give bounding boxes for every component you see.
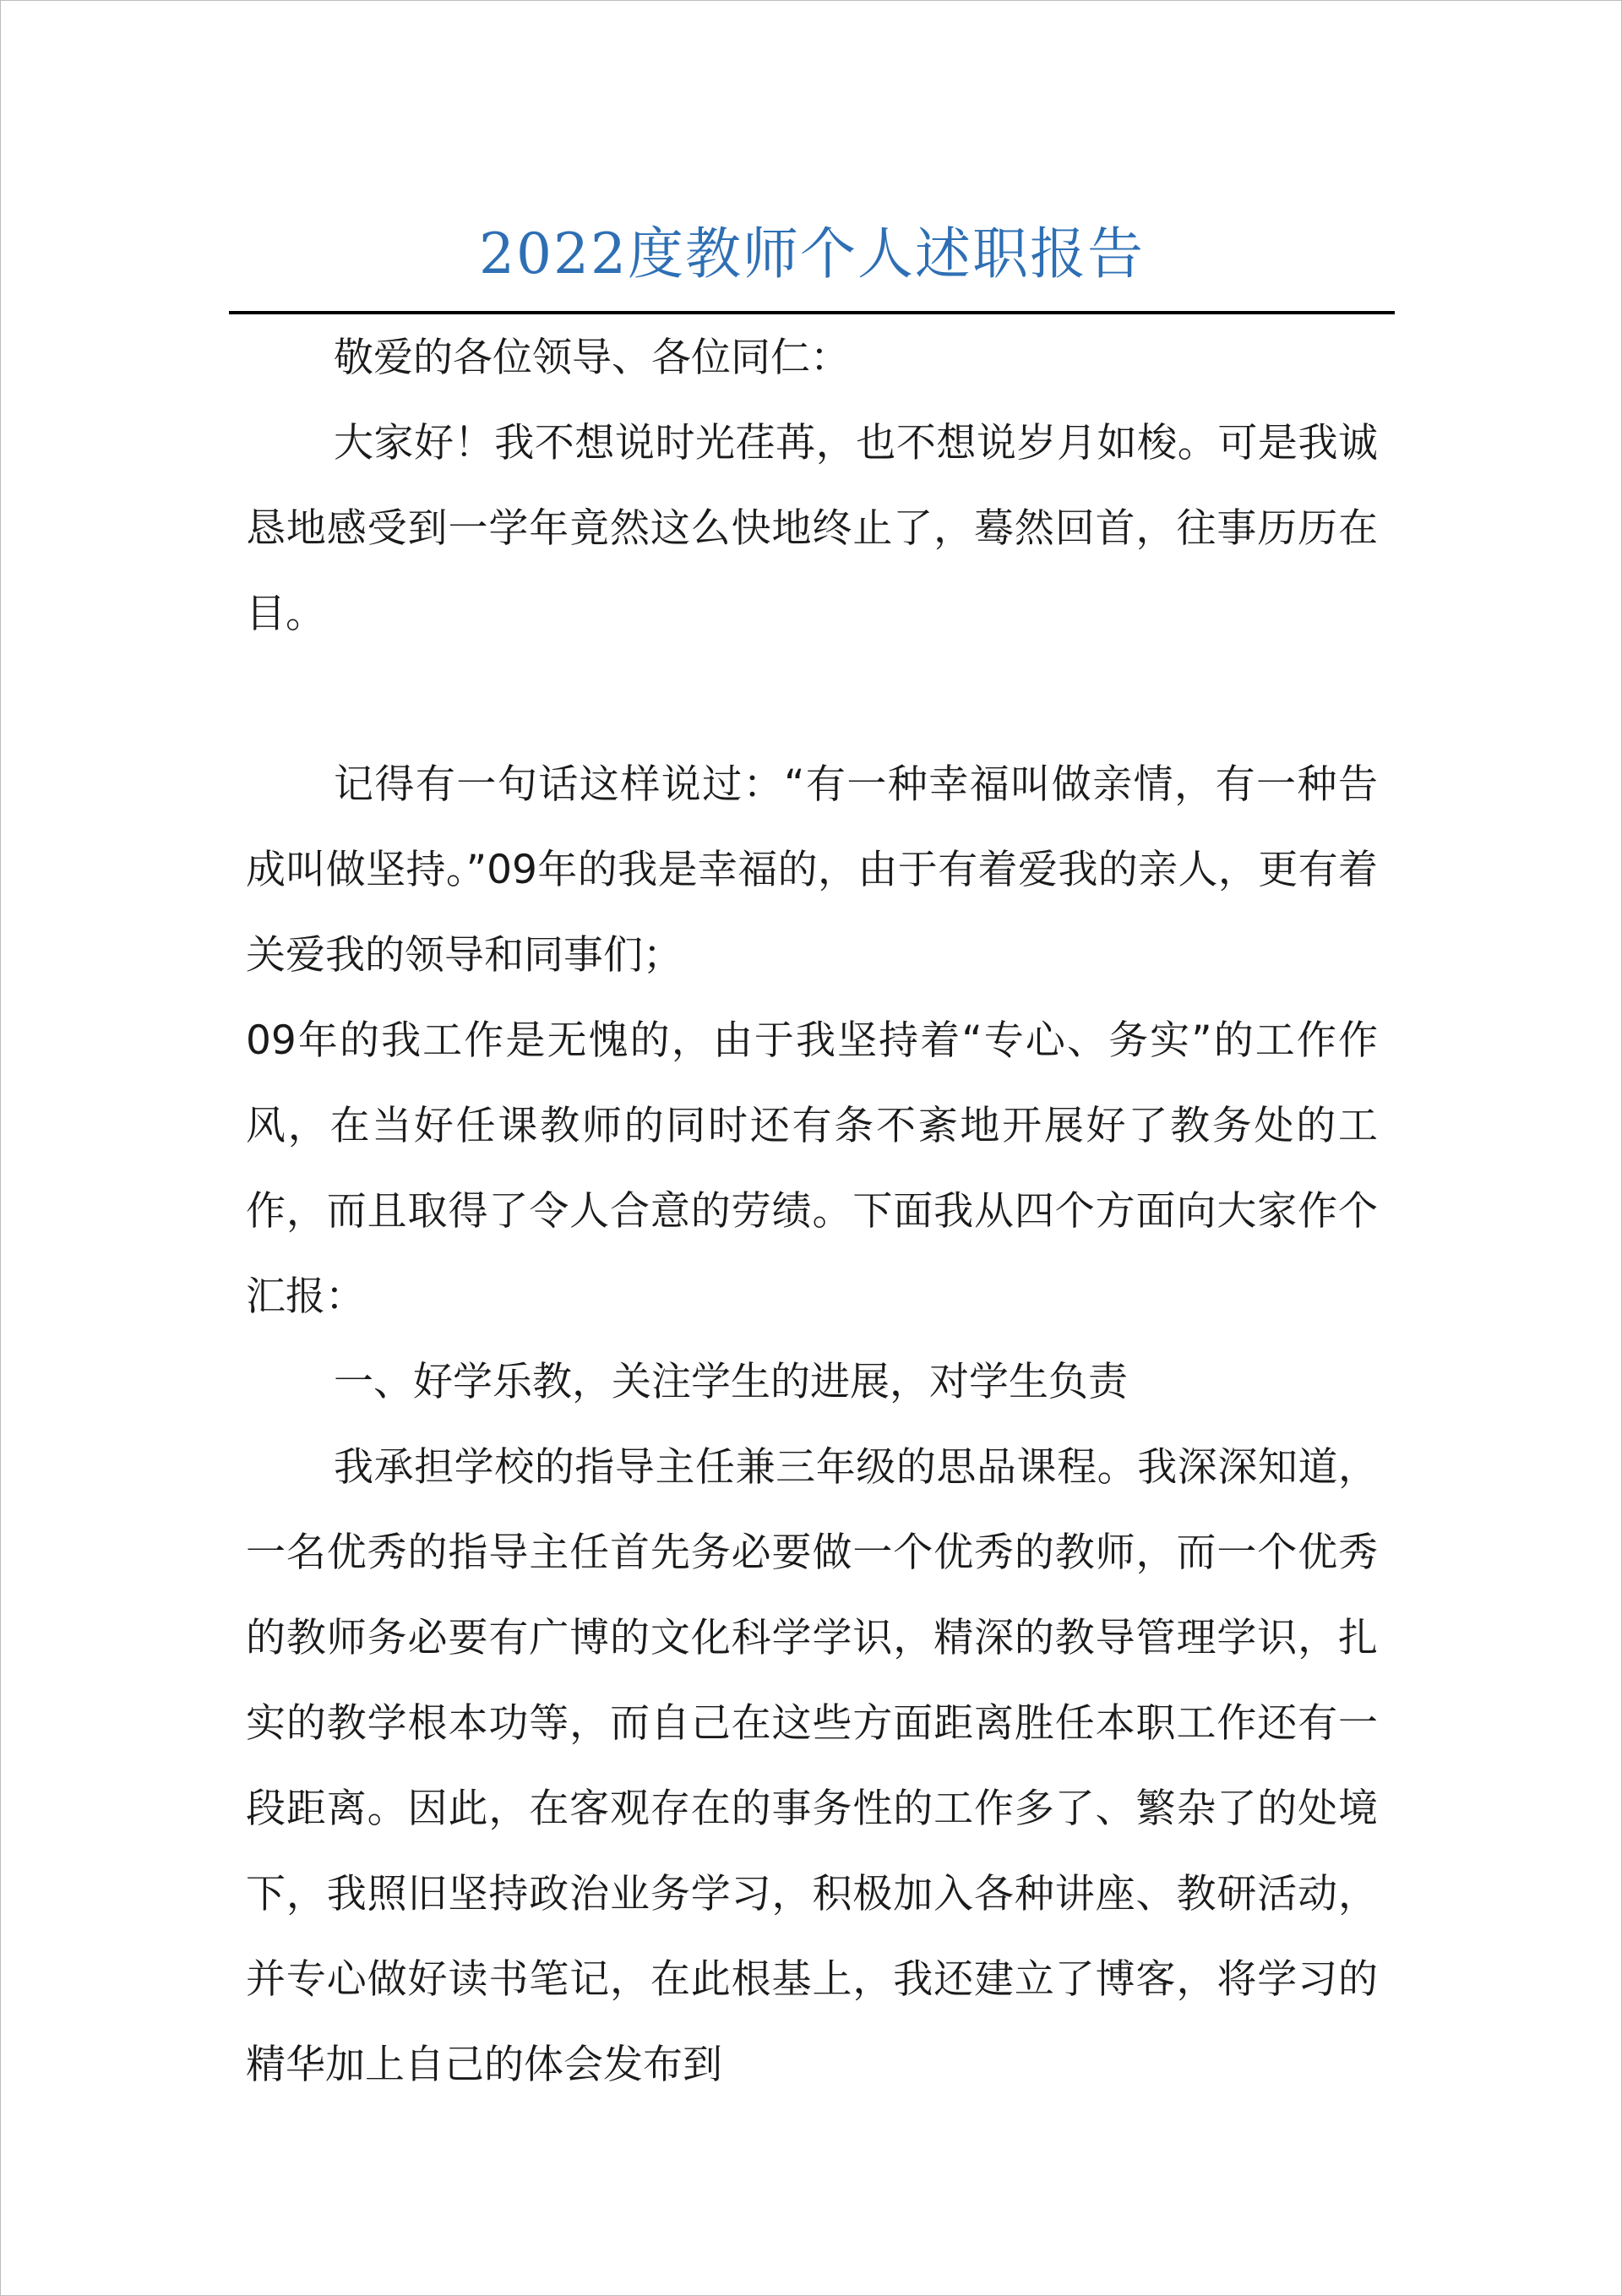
body-paragraph: 记得有一句话这样说过：“有一种幸福叫做亲情，有一种告成叫做坚持。”09年的我是幸福的，由于有着爱我的亲人，更有着关爱我的领导和同事们； <box>246 761 1378 979</box>
blank-line <box>246 657 1378 742</box>
title-divider <box>229 311 1395 314</box>
body-paragraph: 我承担学校的指导主任兼三年级的思品课程。我深深知道，一名优秀的指导主任首先务必要做一个优秀的教师，而一个优秀的教师务必要有广博的文化科学学识，精深的教导管理学识，扎实的教学根本功等，而自己在这些方面距离胜任本职工作还有一段距离。因此，在客观存在的事务性的工作多了、繁杂了的处境下，我照旧坚持政治业务学习，积极加入各种讲座、教研活动，并专心做好读书笔记，在此根基上，我还建立了博客，将学习的精华加上自己的体会发布到 <box>246 1444 1378 2088</box>
salutation-paragraph: 敬爱的各位领导、各位同仁： <box>334 335 850 381</box>
section-heading: 一、好学乐教，关注学生的进展，对学生负责 <box>334 1359 1128 1405</box>
document-title: 2022度教师个人述职报告 <box>479 221 1145 286</box>
body-paragraph: 09年的我工作是无愧的，由于我坚持着“专心、务实”的工作作风，在当好任课教师的同时还有条不紊地开展好了教务处的工作，而且取得了令人合意的劳绩。下面我从四个方面向大家作个汇报： <box>246 1017 1378 1320</box>
document-body <box>246 315 1378 2108</box>
body-paragraph: 大家好！我不想说时光荏苒，也不想说岁月如梭。可是我诚恳地感受到一学年竟然这么快地终止了，蓦然回首，往事历历在目。 <box>246 420 1378 637</box>
